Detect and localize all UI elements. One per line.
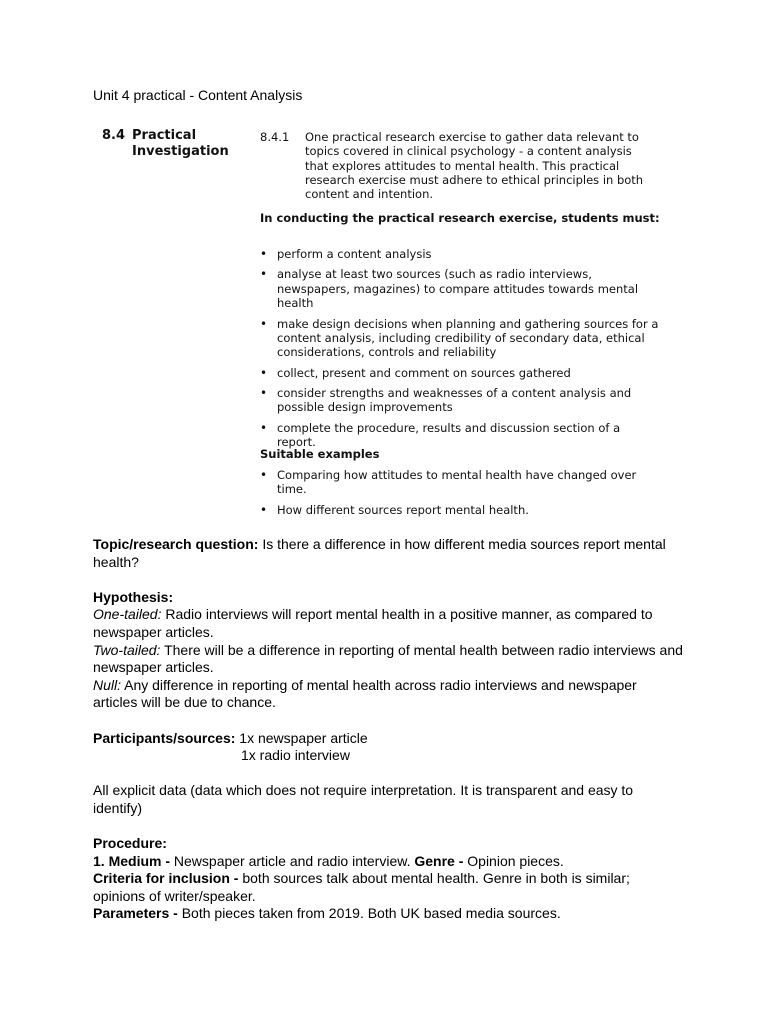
one-tailed-label: One-tailed: bbox=[93, 606, 162, 623]
spec-examples-heading: Suitable examples bbox=[260, 447, 380, 461]
criteria-line bbox=[93, 870, 683, 905]
list-item: • perform a content analysis bbox=[260, 247, 660, 261]
null-label: Null: bbox=[93, 676, 122, 693]
list-item: • make design decisions when planning and gathering sources for a content analysis, including credibility of secondary data, ethical considerations, controls and reliability bbox=[260, 317, 660, 360]
spec-code: 8.4.1 bbox=[260, 130, 290, 144]
genre-text: Opinion pieces. bbox=[463, 852, 564, 869]
list-item: • complete the procedure, results and discussion section of a report. bbox=[260, 421, 660, 450]
document-title: Unit 4 practical - Content Analysis bbox=[93, 87, 303, 103]
spec-description: One practical research exercise to gather data relevant to topics covered in clinical psychology - a content analysis that explores attitudes to mental health. This practical research exercise must adhere to ethical principles in both content and intention. bbox=[305, 130, 644, 202]
spec-requirements-list bbox=[260, 247, 660, 456]
procedure-heading: Procedure: bbox=[93, 835, 167, 852]
two-tailed-hypothesis bbox=[93, 642, 683, 677]
report-content bbox=[93, 536, 683, 923]
medium-text: Newspaper article and radio interview. bbox=[170, 852, 415, 869]
topic-label: Topic/research question: bbox=[93, 536, 259, 552]
genre-label: Genre - bbox=[414, 852, 464, 869]
list-item: • How different sources report mental health. bbox=[260, 503, 660, 517]
criteria-text: both sources talk about mental health. Genre in both is similar; opinions of writer/speaker. bbox=[93, 870, 630, 904]
participants-source-1: 1x newspaper article bbox=[235, 729, 368, 746]
explicit-data-note: All explicit data (data which does not require interpretation. It is transparent and easy to identify) bbox=[93, 782, 634, 816]
list-item: • collect, present and comment on sources gathered bbox=[260, 366, 660, 380]
hypothesis-heading: Hypothesis: bbox=[93, 588, 174, 605]
list-item: • Comparing how attitudes to mental health have changed over time. bbox=[260, 468, 660, 497]
parameters-line bbox=[93, 905, 683, 923]
topic-paragraph bbox=[93, 536, 683, 571]
criteria-label: Criteria for inclusion - bbox=[93, 870, 239, 887]
medium-label: 1. Medium - bbox=[93, 852, 171, 869]
list-item: • consider strengths and weaknesses of a content analysis and possible design improvements bbox=[260, 386, 660, 415]
two-tailed-label: Two-tailed: bbox=[93, 641, 161, 658]
participants-label: Participants/sources: bbox=[93, 729, 236, 746]
parameters-label: Parameters - bbox=[93, 905, 178, 922]
participants-source-2: 1x radio interview bbox=[241, 747, 350, 764]
medium-line bbox=[93, 853, 683, 871]
spec-section-heading: Practical Investigation bbox=[132, 128, 229, 159]
participants-line bbox=[93, 730, 683, 748]
spec-section-number: 8.4 bbox=[102, 128, 126, 143]
spec-examples-list bbox=[260, 468, 660, 523]
parameters-text: Both pieces taken from 2019. Both UK based media sources. bbox=[177, 905, 561, 922]
list-item: • analyse at least two sources (such as radio interviews, newspapers, magazines) to compare attitudes towards mental health bbox=[260, 267, 660, 310]
spec-requirements-heading: In conducting the practical research exercise, students must: bbox=[260, 211, 660, 225]
one-tailed-text: Radio interviews will report mental health in a positive manner, as compared to newspaper articles. bbox=[93, 606, 653, 640]
topic-text: Is there a difference in how different media sources report mental health? bbox=[93, 536, 666, 570]
one-tailed-hypothesis bbox=[93, 606, 683, 641]
null-text: Any difference in reporting of mental health across radio interviews and newspaper articles will be due to chance. bbox=[93, 676, 637, 711]
two-tailed-text: There will be a difference in reporting of mental health between radio interviews and newspaper articles. bbox=[93, 641, 683, 676]
null-hypothesis bbox=[93, 677, 683, 712]
